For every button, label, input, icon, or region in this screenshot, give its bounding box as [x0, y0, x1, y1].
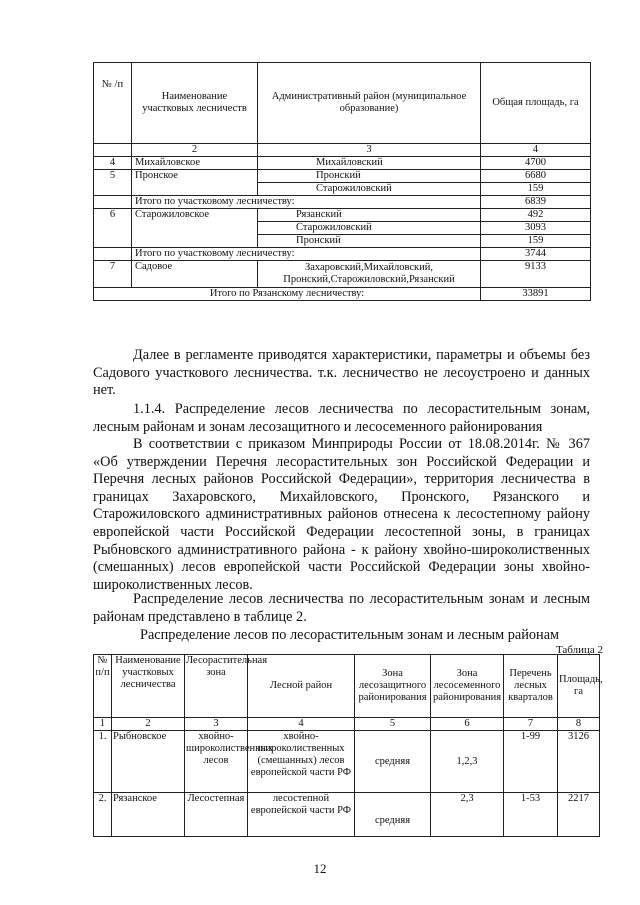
header-total-area: Общая площадь, га	[481, 63, 591, 144]
forestry-name: Старожиловское	[132, 209, 258, 248]
col-number: 8	[558, 718, 600, 731]
district-name: Старожиловский	[258, 183, 481, 196]
col-number: 7	[504, 718, 558, 731]
header-number: № /п	[94, 63, 132, 144]
header-forestry-name: Наименование участковых лесничеств	[132, 63, 258, 144]
seed-zone: 1,2,3	[431, 731, 504, 793]
protection-zone: средняя	[355, 731, 431, 793]
area-value: 159	[481, 183, 591, 196]
table-row-subtotal	[94, 196, 591, 209]
area-value: 6680	[481, 170, 591, 183]
row-number: 4	[94, 157, 132, 170]
forest-zones-table	[93, 654, 603, 837]
total-value: 33891	[481, 288, 591, 301]
district-name: Старожиловский	[258, 222, 481, 235]
col-number: 1	[94, 718, 112, 731]
table-row	[94, 793, 600, 837]
header-forest-region: Лесной район	[248, 655, 355, 718]
col-number: 4	[481, 144, 591, 157]
quarters: 1-53	[504, 793, 558, 837]
header-quarters: Перечень лесных кварталов	[504, 655, 558, 718]
table-row	[94, 261, 591, 288]
col-number: 3	[185, 718, 248, 731]
empty-cell	[94, 196, 132, 209]
table-row-subtotal	[94, 248, 591, 261]
col-number: 3	[258, 144, 481, 157]
district-name: Рязанский	[258, 209, 481, 222]
row-number: 7	[94, 261, 132, 288]
subtotal-value: 3744	[481, 248, 591, 261]
table-row	[94, 209, 591, 222]
quarters: 1-99	[504, 731, 558, 793]
table-row-total	[94, 288, 591, 301]
area-value: 9133	[481, 261, 591, 288]
area-value: 2217	[558, 793, 600, 837]
seed-zone: 2,3	[431, 793, 504, 837]
forestry-name: Садовое	[132, 261, 258, 288]
table-header-row	[94, 63, 591, 144]
row-number: 6	[94, 209, 132, 248]
header-district: Административный район (муниципальное образование)	[258, 63, 481, 144]
area-value: 3126	[558, 731, 600, 793]
col-number: 2	[132, 144, 258, 157]
table-header-row	[94, 655, 600, 718]
header-protection-zone: Зона лесозащитного районирования	[355, 655, 431, 718]
district-name: Пронский	[258, 235, 481, 248]
col-number: 5	[355, 718, 431, 731]
forest-region: лесостепной европейской части РФ	[248, 793, 355, 837]
header-area: Площадь, га	[558, 655, 600, 718]
paragraph-order: В соответствии с приказом Минприроды России от 18.08.2014г. № 367 «Об утверждении Перечня лесорастительных зон Российской Федерации и Перечня лесных районов Российской Федерации», территория лесничества в границах Захаровского, Михайловского, Пронского, Рязанского и Старожиловского административных районов отнесена к лесостепному району европейской части Российской Федерации лесостепной зоны, в границах Рыбновского административного района - к району хвойно-широколиственных (смешанных) лесов европейской части Российской Федерации зоны хвойно-широколиственных лесов.	[93, 436, 590, 593]
area-value: 159	[481, 235, 591, 248]
table-row	[94, 170, 591, 183]
column-numbers-row	[94, 144, 591, 157]
empty-cell	[94, 248, 132, 261]
forest-zone: хвойно-широколиственных лесов	[185, 731, 248, 793]
table-row	[94, 731, 600, 793]
paragraph-distribution: Распределение лесов лесничества по лесорастительным зонам и лесным районам представлено в таблице 2.	[93, 591, 590, 625]
area-value: 4700	[481, 157, 591, 170]
header-forestry-name: Наименование участковых лесничества	[112, 655, 185, 718]
forestry-name: Рязанское	[112, 793, 185, 837]
forestry-name: Михайловское	[132, 157, 258, 170]
header-seed-zone: Зона лесосеменного районирования	[431, 655, 504, 718]
subtotal-label: Итого по участковому лесничеству:	[132, 196, 481, 209]
paragraph-intro: Далее в регламенте приводятся характеристики, параметры и объемы без Садового участкового лесничества. т.к. лесничество не лесоустроено и данных нет.	[93, 347, 590, 399]
total-label: Итого по Рязанскому лесничеству:	[94, 288, 481, 301]
forestry-name: Рыбновское	[112, 731, 185, 793]
forestry-name: Пронское	[132, 170, 258, 196]
forest-zone: Лесостепная	[185, 793, 248, 837]
row-number: 2.	[94, 793, 112, 837]
table-row	[94, 157, 591, 170]
table2-label: Таблица 2	[555, 644, 603, 656]
forest-region: хвойно-широколиственных (смешанных) лесов европейской части РФ	[248, 731, 355, 793]
forestry-area-table	[93, 62, 591, 301]
col-number: 6	[431, 718, 504, 731]
district-name: Пронский	[258, 170, 481, 183]
row-number: 5	[94, 170, 132, 196]
column-numbers-row	[94, 718, 600, 731]
row-number: 1.	[94, 731, 112, 793]
area-value: 3093	[481, 222, 591, 235]
subtotal-label: Итого по участковому лесничеству:	[132, 248, 481, 261]
header-forest-zone: Лесорастительная зона	[185, 655, 248, 718]
page-number: 12	[313, 861, 327, 876]
table2-caption: Распределение лесов по лесорастительным зонам и лесным районам	[140, 627, 560, 643]
col-number-empty	[94, 144, 132, 157]
subtotal-value: 6839	[481, 196, 591, 209]
area-value: 492	[481, 209, 591, 222]
header-number: № п/п	[94, 655, 112, 718]
col-number: 4	[248, 718, 355, 731]
col-number: 2	[112, 718, 185, 731]
district-name: Михайловский	[258, 157, 481, 170]
protection-zone: средняя	[355, 793, 431, 837]
section-heading: 1.1.4. Распределение лесов лесничества по лесорастительным зонам, лесным районам и зонам лесозащитного и лесосеменного районирования	[93, 401, 590, 435]
district-name: Захаровский,Михайловский, Пронский,Старожиловский,Рязанский	[258, 261, 481, 288]
